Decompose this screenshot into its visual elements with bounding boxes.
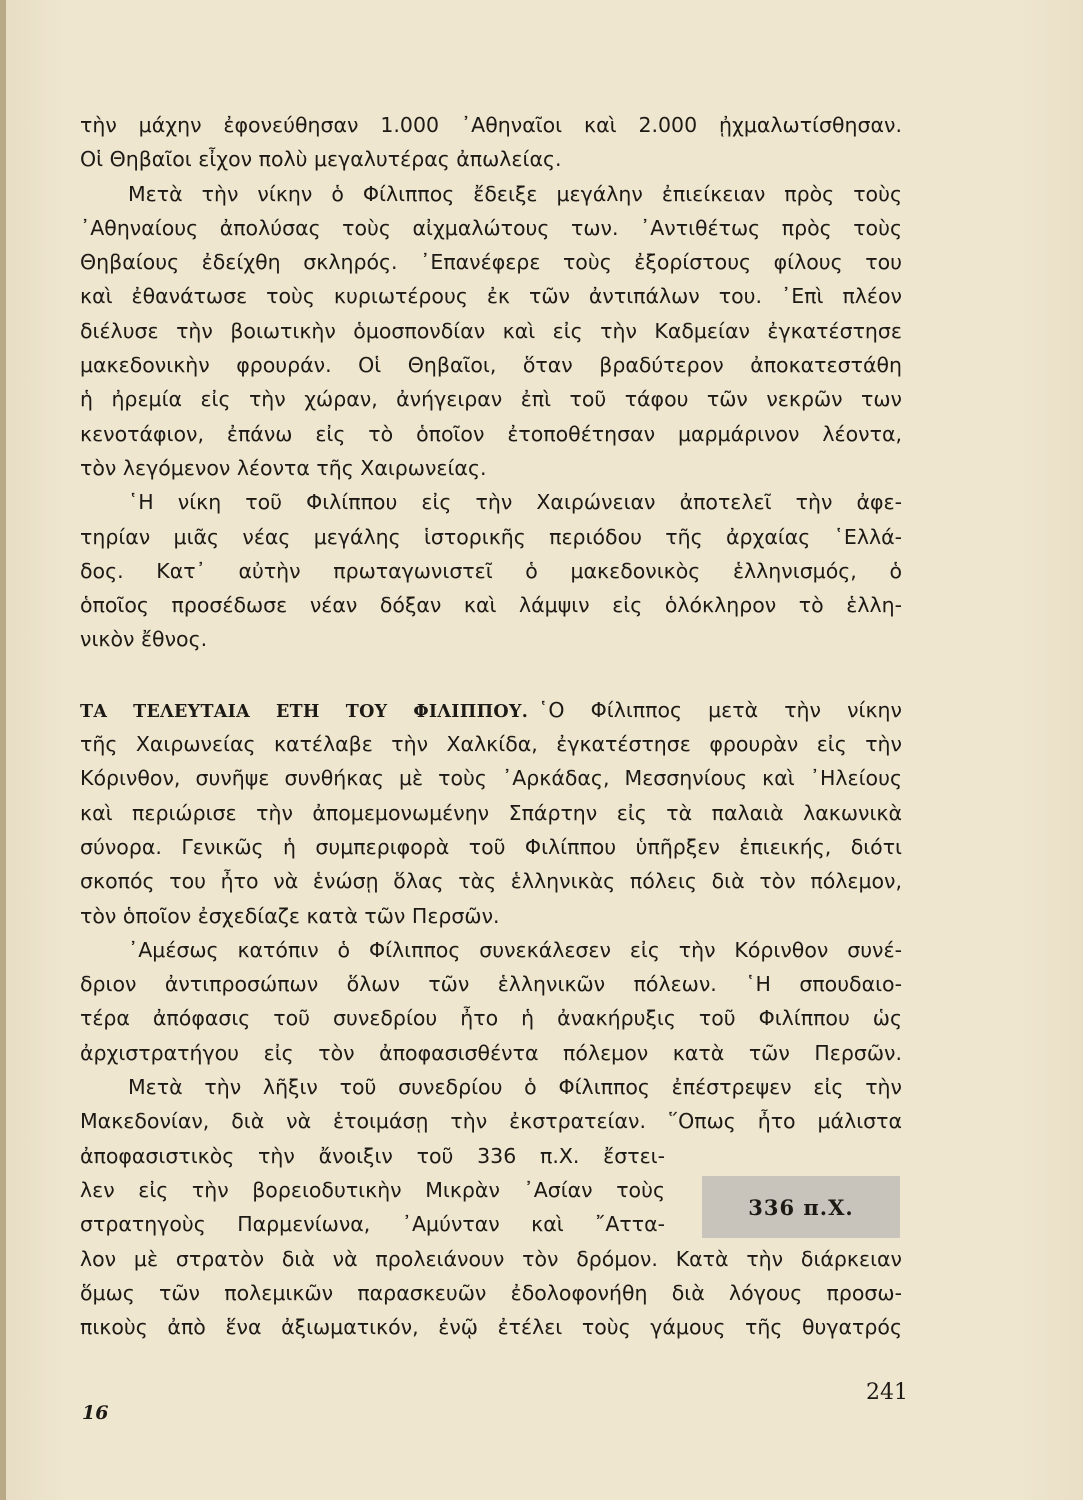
text-line: Μακεδονίαν, διὰ νὰ ἑτοιμάσῃ τὴν ἐκστρατείαν. ῞Οπως ἦτο μάλιστα: [80, 1109, 902, 1134]
text-line: τῆς Χαιρωνείας κατέλαβε τὴν Χαλκίδα, ἐγκατέστησε φρουρὰν εἰς τὴν: [80, 732, 902, 757]
page-number: 241: [866, 1380, 908, 1405]
text-line: Μετὰ τὴν λῆξιν τοῦ συνεδρίου ὁ Φίλιππος ἐπέστρεψεν εἰς τὴν: [128, 1075, 902, 1100]
text-line: τηρίαν μιᾶς νέας μεγάλης ἱστορικῆς περιόδου τῆς ἀρχαίας ῾Ελλά-: [80, 524, 902, 549]
paragraph-5: [80, 933, 902, 1070]
paragraph-4: [80, 693, 902, 933]
text-line: ᾿Αθηναίους ἀπολύσας τοὺς αἰχμαλώτους των. ᾿Αντιθέτως πρὸς τοὺς: [80, 215, 902, 240]
text-line: Οἱ Θηβαῖοι εἶχον πολὺ μεγαλυτέρας ἀπωλείας.: [80, 147, 562, 172]
text-line: διέλυσε τὴν βοιωτικὴν ὁμοσπονδίαν καὶ εἰς τὴν Καδμείαν ἐγκατέστησε: [80, 318, 902, 343]
text-line: τὸν ὁποῖον ἐσχεδίαζε κατὰ τῶν Περσῶν.: [80, 903, 500, 928]
text-line: σκοπός του ἦτο νὰ ἑνώσῃ ὅλας τὰς ἑλληνικὰς πόλεις διὰ τὸν πόλεμον,: [80, 869, 902, 894]
text-line: ἡ ἠρεμία εἰς τὴν χώραν, ἀνήγειραν ἐπὶ τοῦ τάφου τῶν νεκρῶν των: [80, 387, 902, 412]
text-line: νικὸν ἔθνος.: [80, 627, 208, 652]
text-line: τέρα ἀπόφασις τοῦ συνεδρίου ἦτο ἡ ἀνακήρυξις τοῦ Φιλίππου ὡς: [80, 1006, 902, 1031]
text-line: λεν εἰς τὴν βορειοδυτικὴν Μικρὰν ᾿Ασίαν τοὺς: [80, 1177, 665, 1202]
text-line: ὅμως τῶν πολεμικῶν παρασκευῶν ἐδολοφονήθη διὰ λόγους προσω-: [80, 1280, 902, 1305]
signature-mark: 16: [82, 1402, 109, 1424]
paragraph-3: [80, 485, 902, 656]
section-heading: ΤΑ ΤΕΛΕΥΤΑΙΑ ΕΤΗ ΤΟΥ ΦΙΛΙΠΠΟΥ.: [80, 701, 529, 722]
paragraph-1: [80, 108, 902, 177]
text-line: ἀρχιστρατήγου εἰς τὸν ἀποφασισθέντα πόλεμον κατὰ τῶν Περσῶν.: [80, 1040, 902, 1065]
text-line: τὸν λεγόμενον λέοντα τῆς Χαιρωνείας.: [80, 455, 487, 480]
text-line: σύνορα. Γενικῶς ἡ συμπεριφορὰ τοῦ Φιλίππου ὑπῆρξεν ἐπιεικής, διότι: [80, 834, 902, 859]
text-line: τὴν μάχην ἐφονεύθησαν 1.000 ᾿Αθηναῖοι καὶ 2.000 ᾐχμαλωτίσθησαν.: [80, 113, 902, 137]
text-line: Κόρινθον, συνῆψε συνθήκας μὲ τοὺς ᾿Αρκάδας, Μεσσηνίους καὶ ᾿Ηλείους: [80, 766, 902, 791]
text-line: στρατηγοὺς Παρμενίωνα, ᾿Αμύνταν καὶ ῎Αττα-: [80, 1212, 665, 1237]
text-line: μακεδονικὴν φρουράν. Οἱ Θηβαῖοι, ὅταν βραδύτερον ἀποκατεστάθη: [80, 353, 902, 378]
text-line: [80, 693, 902, 727]
text-line: ᾿Αμέσως κατόπιν ὁ Φίλιππος συνεκάλεσεν εἰς τὴν Κόρινθον συνέ-: [128, 937, 902, 962]
text-line: Μετὰ τὴν νίκην ὁ Φίλιππος ἔδειξε μεγάλην ἐπιείκειαν πρὸς τοὺς: [128, 181, 902, 206]
text-line: ῾Η νίκη τοῦ Φιλίππου εἰς τὴν Χαιρώνειαν ἀποτελεῖ τὴν ἀφε-: [128, 490, 902, 515]
heading-run-in-text: ῾Ο Φίλιππος μετὰ τὴν νίκην: [538, 697, 902, 722]
text-line: καὶ περιώρισε τὴν ἀπομεμονωμένην Σπάρτην εἰς τὰ παλαιὰ λακωνικὰ: [80, 800, 902, 825]
text-line: πικοὺς ἀπὸ ἕνα ἀξιωματικόν, ἐνῷ ἐτέλει τοὺς γάμους τῆς θυγατρός: [80, 1315, 902, 1340]
body-text: [80, 108, 902, 1344]
text-line: Θηβαίους ἐδείχθη σκληρός. ᾿Επανέφερε τοὺς ἐξορίστους φίλους του: [80, 250, 902, 275]
margin-date-note: 336 π.Χ.: [702, 1176, 900, 1238]
page-spine-edge: [0, 0, 6, 1500]
section-gap: [80, 657, 902, 693]
text-line: ἀποφασιστικὸς τὴν ἄνοιξιν τοῦ 336 π.Χ. ἔστει-: [80, 1143, 665, 1168]
text-line: δος. Κατ᾿ αὐτὴν πρωταγωνιστεῖ ὁ μακεδονικὸς ἑλληνισμός, ὁ: [80, 558, 902, 583]
text-line: ὁποῖος προσέδωσε νέαν δόξαν καὶ λάμψιν εἰς ὁλόκληρον τὸ ἑλλη-: [80, 593, 902, 618]
paragraph-2: [80, 177, 902, 486]
text-line: δριον ἀντιπροσώπων ὅλων τῶν ἑλληνικῶν πόλεων. ῾Η σπουδαιο-: [80, 972, 902, 997]
text-line: λον μὲ στρατὸν διὰ νὰ προλειάνουν τὸν δρόμον. Κατὰ τὴν διάρκειαν: [80, 1246, 902, 1271]
text-line: καὶ ἐθανάτωσε τοὺς κυριωτέρους ἐκ τῶν ἀντιπάλων του. ᾿Επὶ πλέον: [80, 284, 902, 309]
text-line: κενοτάφιον, ἐπάνω εἰς τὸ ὁποῖον ἐτοποθέτησαν μαρμάρινον λέοντα,: [80, 421, 902, 446]
